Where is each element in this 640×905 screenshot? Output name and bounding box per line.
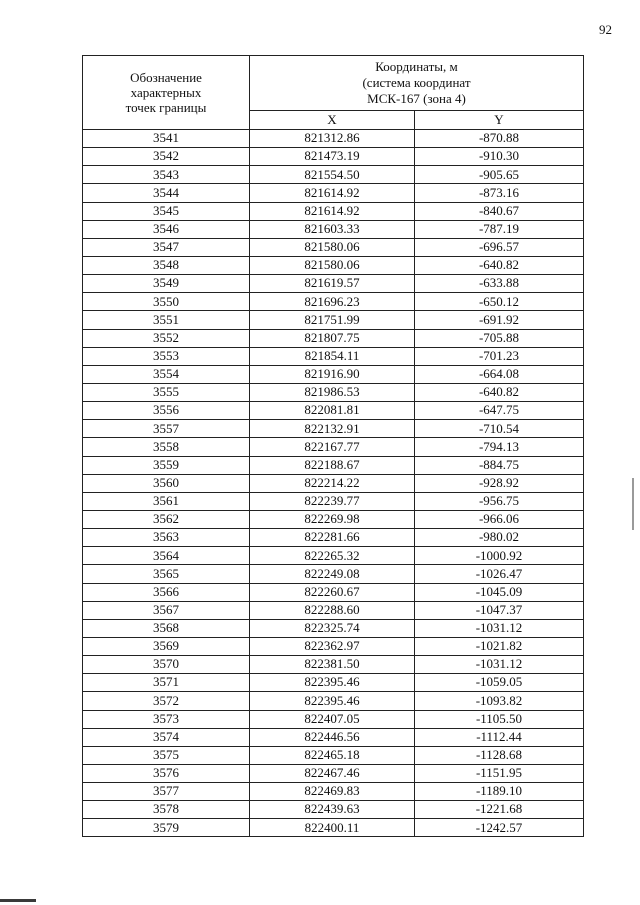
point-id-cell: 3557 [83,420,250,438]
y-coordinate-cell: -966.06 [415,510,584,528]
table-row [83,148,584,166]
coordinates-group-header [250,56,584,111]
y-coordinate-cell: -956.75 [415,492,584,510]
y-coordinate-cell: -664.08 [415,365,584,383]
x-coordinate-cell: 821580.06 [250,238,415,256]
x-coordinate-cell: 822260.67 [250,583,415,601]
x-coordinate-cell: 821696.23 [250,293,415,311]
point-id-cell: 3550 [83,293,250,311]
x-coordinate-cell: 821580.06 [250,256,415,274]
y-coordinate-cell: -980.02 [415,529,584,547]
y-coordinate-cell: -633.88 [415,275,584,293]
x-coordinate-cell: 821751.99 [250,311,415,329]
point-designation-header-line-3: точек границы [125,100,207,115]
point-id-cell: 3572 [83,692,250,710]
point-id-cell: 3575 [83,746,250,764]
point-id-cell: 3551 [83,311,250,329]
x-coordinate-cell: 822362.97 [250,637,415,655]
point-id-cell: 3563 [83,529,250,547]
table-row [83,619,584,637]
table-row [83,656,584,674]
y-coordinate-cell: -1242.57 [415,819,584,837]
table-row [83,329,584,347]
x-coordinate-cell: 821614.92 [250,202,415,220]
table-row [83,402,584,420]
point-id-cell: 3578 [83,801,250,819]
table-row [83,184,584,202]
coordinates-table-body [83,130,584,837]
y-coordinate-cell: -1189.10 [415,783,584,801]
y-coordinate-cell: -696.57 [415,238,584,256]
margin-scan-mark [632,478,634,530]
x-column-header: X [250,111,415,130]
table-row [83,456,584,474]
table-row [83,238,584,256]
point-id-cell: 3541 [83,130,250,148]
x-coordinate-cell: 821986.53 [250,383,415,401]
point-id-cell: 3570 [83,656,250,674]
x-coordinate-cell: 822446.56 [250,728,415,746]
x-coordinate-cell: 822395.46 [250,692,415,710]
x-coordinate-cell: 822381.50 [250,656,415,674]
y-coordinate-cell: -1059.05 [415,674,584,692]
table-row [83,728,584,746]
point-id-cell: 3576 [83,764,250,782]
x-coordinate-cell: 822239.77 [250,492,415,510]
x-coordinate-cell: 822288.60 [250,601,415,619]
table-row [83,601,584,619]
table-row [83,510,584,528]
table-row [83,275,584,293]
table-row [83,293,584,311]
table-row [83,746,584,764]
x-coordinate-cell: 822132.91 [250,420,415,438]
x-coordinate-cell: 822214.22 [250,474,415,492]
point-id-cell: 3562 [83,510,250,528]
point-id-cell: 3566 [83,583,250,601]
x-coordinate-cell: 821554.50 [250,166,415,184]
y-coordinate-cell: -705.88 [415,329,584,347]
y-coordinate-cell: -873.16 [415,184,584,202]
y-coordinate-cell: -650.12 [415,293,584,311]
x-coordinate-cell: 822469.83 [250,783,415,801]
point-id-cell: 3543 [83,166,250,184]
y-coordinate-cell: -1026.47 [415,565,584,583]
y-coordinate-cell: -1021.82 [415,637,584,655]
x-coordinate-cell: 822400.11 [250,819,415,837]
point-id-cell: 3554 [83,365,250,383]
point-id-cell: 3552 [83,329,250,347]
table-row [83,819,584,837]
point-id-cell: 3546 [83,220,250,238]
x-coordinate-cell: 821854.11 [250,347,415,365]
x-coordinate-cell: 822249.08 [250,565,415,583]
y-coordinate-cell: -1031.12 [415,656,584,674]
table-row [83,692,584,710]
y-coordinate-cell: -794.13 [415,438,584,456]
y-coordinate-cell: -1105.50 [415,710,584,728]
y-column-header: Y [415,111,584,130]
table-row [83,383,584,401]
point-id-cell: 3560 [83,474,250,492]
table-row [83,166,584,184]
y-coordinate-cell: -787.19 [415,220,584,238]
y-coordinate-cell: -870.88 [415,130,584,148]
y-coordinate-cell: -910.30 [415,148,584,166]
y-coordinate-cell: -640.82 [415,256,584,274]
table-row [83,547,584,565]
point-id-cell: 3553 [83,347,250,365]
x-coordinate-cell: 822281.66 [250,529,415,547]
x-coordinate-cell: 821312.86 [250,130,415,148]
y-coordinate-cell: -1031.12 [415,619,584,637]
point-id-cell: 3559 [83,456,250,474]
x-coordinate-cell: 821916.90 [250,365,415,383]
x-coordinate-cell: 821614.92 [250,184,415,202]
point-id-cell: 3577 [83,783,250,801]
y-coordinate-cell: -905.65 [415,166,584,184]
table-row [83,710,584,728]
y-coordinate-cell: -1093.82 [415,692,584,710]
table-row [83,474,584,492]
x-coordinate-cell: 822467.46 [250,764,415,782]
point-id-cell: 3579 [83,819,250,837]
table-row [83,764,584,782]
point-id-cell: 3544 [83,184,250,202]
y-coordinate-cell: -691.92 [415,311,584,329]
point-id-cell: 3571 [83,674,250,692]
corner-scan-mark [0,899,36,902]
y-coordinate-cell: -1128.68 [415,746,584,764]
x-coordinate-cell: 822395.46 [250,674,415,692]
point-id-cell: 3574 [83,728,250,746]
point-id-cell: 3565 [83,565,250,583]
x-coordinate-cell: 822081.81 [250,402,415,420]
point-designation-header-line-1: Обозначение [130,70,202,85]
table-row [83,202,584,220]
coordinates-group-header-line-2: (система координат [362,75,471,90]
y-coordinate-cell: -1047.37 [415,601,584,619]
y-coordinate-cell: -884.75 [415,456,584,474]
table-row [83,583,584,601]
point-id-cell: 3568 [83,619,250,637]
y-coordinate-cell: -1221.68 [415,801,584,819]
y-coordinate-cell: -928.92 [415,474,584,492]
point-id-cell: 3561 [83,492,250,510]
table-row [83,256,584,274]
y-coordinate-cell: -1000.92 [415,547,584,565]
table-row [83,801,584,819]
table-row [83,529,584,547]
x-coordinate-cell: 821603.33 [250,220,415,238]
table-row [83,130,584,148]
point-id-cell: 3548 [83,256,250,274]
x-coordinate-cell: 821473.19 [250,148,415,166]
point-id-cell: 3547 [83,238,250,256]
y-coordinate-cell: -710.54 [415,420,584,438]
x-coordinate-cell: 822269.98 [250,510,415,528]
x-coordinate-cell: 822188.67 [250,456,415,474]
table-row [83,311,584,329]
point-id-cell: 3549 [83,275,250,293]
table-row [83,365,584,383]
y-coordinate-cell: -840.67 [415,202,584,220]
coordinates-table [82,55,584,837]
y-coordinate-cell: -1151.95 [415,764,584,782]
point-id-cell: 3555 [83,383,250,401]
x-coordinate-cell: 822167.77 [250,438,415,456]
x-coordinate-cell: 822325.74 [250,619,415,637]
point-id-cell: 3556 [83,402,250,420]
x-coordinate-cell: 821619.57 [250,275,415,293]
x-coordinate-cell: 821807.75 [250,329,415,347]
point-id-cell: 3542 [83,148,250,166]
table-row [83,492,584,510]
y-coordinate-cell: -1112.44 [415,728,584,746]
table-row [83,220,584,238]
y-coordinate-cell: -640.82 [415,383,584,401]
point-id-cell: 3573 [83,710,250,728]
table-row [83,347,584,365]
y-coordinate-cell: -647.75 [415,402,584,420]
coordinates-group-header-line-1: Координаты, м [375,59,458,74]
table-row [83,637,584,655]
page-number: 92 [599,22,612,37]
x-coordinate-cell: 822265.32 [250,547,415,565]
y-coordinate-cell: -701.23 [415,347,584,365]
y-coordinate-cell: -1045.09 [415,583,584,601]
x-coordinate-cell: 822465.18 [250,746,415,764]
table-row [83,438,584,456]
table-row [83,783,584,801]
point-designation-header [83,56,250,130]
point-id-cell: 3545 [83,202,250,220]
x-coordinate-cell: 822407.05 [250,710,415,728]
coordinates-group-header-line-3: МСК-167 (зона 4) [367,91,466,106]
point-designation-header-line-2: характерных [130,85,202,100]
table-row [83,420,584,438]
x-coordinate-cell: 822439.63 [250,801,415,819]
point-id-cell: 3558 [83,438,250,456]
point-id-cell: 3569 [83,637,250,655]
point-id-cell: 3564 [83,547,250,565]
table-row [83,565,584,583]
point-id-cell: 3567 [83,601,250,619]
table-row [83,674,584,692]
